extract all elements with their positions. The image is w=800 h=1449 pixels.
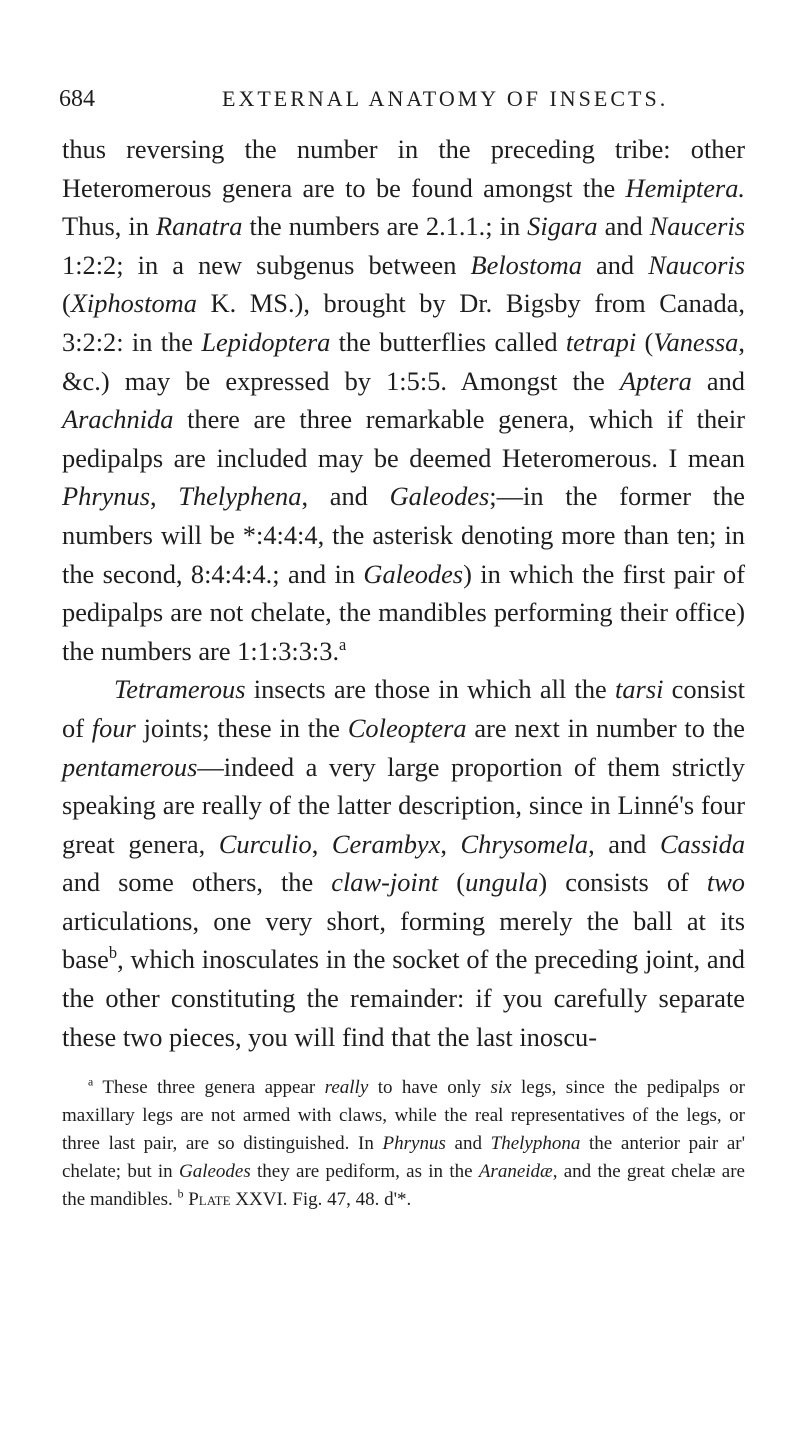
footnote-marker: b [177,1187,184,1201]
text-run: insects are those in which all the [245,674,616,705]
text-run: ( [636,326,654,357]
italic-text: Thelyphena [178,481,302,512]
italic-text: really [324,1077,369,1099]
italic-text: two [706,867,745,898]
italic-text: Cassida [659,828,746,859]
text-run: ( [62,288,71,319]
italic-text: Galeodes [363,558,464,589]
small-caps-text: Plate [188,1189,231,1211]
footnotes [62,1074,745,1214]
page-number: 684 [59,86,95,112]
text-run: joints; these in the [135,712,348,743]
text-run: consist of [62,674,745,743]
italic-text: Nauceris [649,211,745,242]
text-run: to have only [368,1077,491,1099]
italic-text: Phrynus [62,481,150,512]
text-run: , [149,481,179,512]
text-run: ;—in the former the numbers will be *:4:4:4, the asterisk denoting more than ten; in the second, 8:4:4:4.; and in [62,481,745,589]
italic-text: tarsi [615,674,664,705]
text-run: there are three remarkable genera, which if their pedipalps are included may be deemed Heteromerous. I mean [62,404,745,473]
text-run: legs, since the pedipalps or maxillary legs are not armed with claws, while the real representatives of the legs, or three last pair, are so distinguished. In [62,1077,745,1155]
italic-text: pentamerous [62,751,198,782]
text-run: and [581,249,649,280]
italic-text: ungula [465,867,539,898]
text-run: ) in which the first pair of pedipalps are not chelate, the mandibles performing their office) the numbers are 1:1:3:3:3. [62,558,745,666]
text-run: thus reversing the number in the preceding tribe: other Heteromerous genera are to be found amongst the [62,134,745,203]
text-run: the anterior pair ar' chelate; but in [62,1133,746,1183]
italic-text: Belostoma [470,249,582,280]
italic-text: Hemiptera. [625,172,745,203]
italic-text: four [91,712,136,743]
paragraph [62,670,745,1056]
text-run: and [691,365,746,396]
italic-text: Araneidæ [478,1161,553,1183]
text-run: and [597,211,650,242]
italic-text: Galeodes [389,481,490,512]
italic-text: Vanessa [653,326,739,357]
italic-text: Galeodes [178,1161,251,1183]
body-text [62,130,745,1056]
text-run: , [311,828,332,859]
footnote-marker: a [339,634,347,654]
text-run: Thus, in [62,211,156,242]
italic-text: Cerambyx [331,828,441,859]
text-run: ) consists of [538,867,707,898]
text-run: 1:2:2; in a new subgenus between [62,249,471,280]
italic-text: Curculio [218,828,312,859]
text-run: articulations, one very short, forming merely the ball at its base [62,905,745,975]
page-header [59,78,745,118]
italic-text: Tetramerous [114,674,246,705]
italic-text: Sigara [527,211,598,242]
text-run: , &c.) may be expressed by 1:5:5. Amongst the [62,326,745,396]
text-run: —indeed a very large proportion of them strictly speaking are really of the latter description, since in Linné's four great genera, [62,751,745,859]
text-run: and some others, the [62,867,332,898]
footnote-marker: b [108,943,118,963]
text-run: , [440,828,461,859]
italic-text: tetrapi [565,326,637,357]
footnote [62,1074,745,1214]
text-run: , and [588,828,660,859]
italic-text: Aptera [619,365,692,396]
italic-text: Lepidoptera [201,326,331,357]
text-run: they are pediform, as in the [250,1161,479,1183]
text-run: , and the great chelæ are the mandibles. [62,1161,745,1211]
text-run: are next in number to the [466,712,745,743]
italic-text: six [490,1077,512,1099]
italic-text: Naucoris [648,249,745,280]
text-run: ( [438,867,466,898]
paragraph [62,130,745,670]
text-run: XXVI. Fig. 47, 48. d'*. [230,1189,412,1211]
italic-text: Phrynus [382,1133,446,1155]
italic-text: Ranatra [155,211,243,242]
footnote-marker: a [88,1075,94,1089]
italic-text: Coleoptera [347,712,467,743]
text-run: K. MS.), brought by Dr. Bigsby from Canada, 3:2:2: in the [62,288,745,357]
text-run: These three genera appear [93,1077,325,1099]
italic-text: Xiphostoma [70,288,197,319]
running-title: EXTERNAL ANATOMY OF INSECTS. [222,86,669,111]
text-run: the numbers are 2.1.1.; in [242,211,528,242]
italic-text: Arachnida [62,404,174,435]
book-page [59,78,746,1214]
text-run: and [445,1133,491,1155]
text-run: , and [301,481,390,512]
text-run: the butterflies called [330,326,566,357]
italic-text: claw-joint [331,867,439,898]
italic-text: Chrysomela [460,828,589,859]
text-run: , which inosculates in the socket of the preceding joint, and the other constituting the remainder: if you carefully separate these two pieces, you will find that the last inoscu- [62,944,745,1052]
italic-text: Thelyphona [490,1133,581,1155]
